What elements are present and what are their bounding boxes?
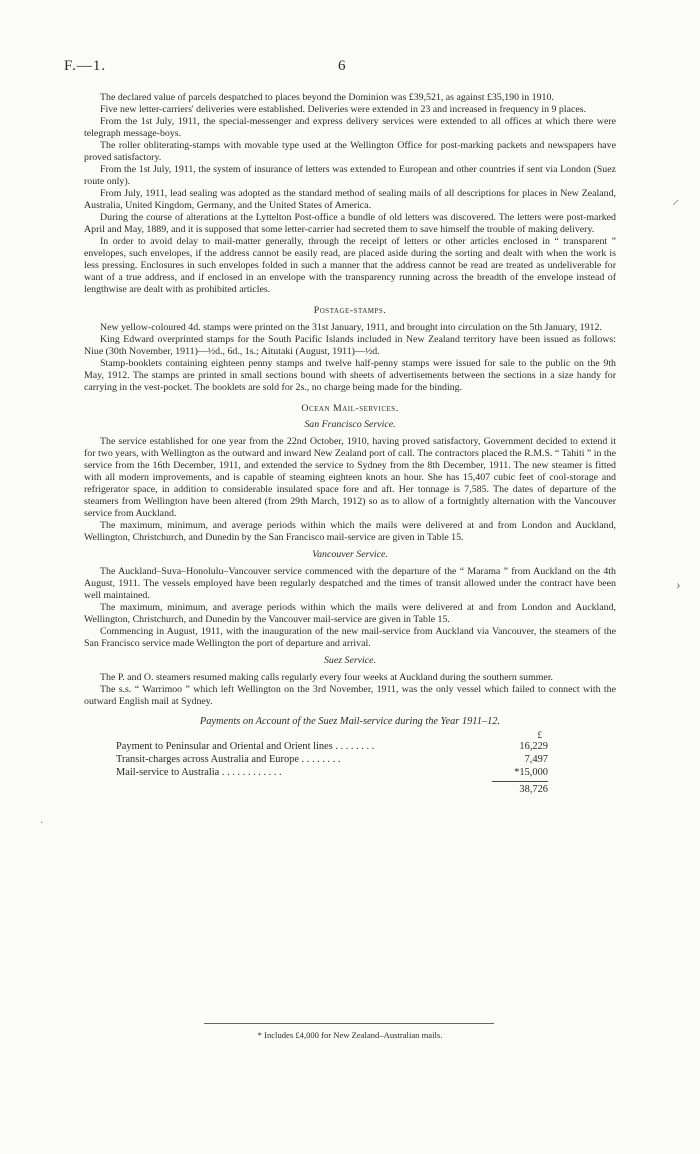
table-row: [116, 766, 548, 779]
paragraph: The maximum, minimum, and average periods within which the mails were delivered at and from London and Auckland, Wellington, Christchurch, and Dunedin by the San Francisco mail-service are given in Table 15.: [84, 520, 616, 543]
row-amount: *15,000: [514, 767, 548, 778]
leader-dots: . . . . . . . .: [332, 741, 375, 752]
page-body: [84, 92, 616, 796]
section-heading-postage-stamps: Postage-stamps.: [313, 305, 387, 316]
total-amount: 38,726: [519, 784, 548, 795]
page-number: 6: [338, 58, 346, 74]
paragraph: Commencing in August, 1911, with the inauguration of the new mail-service from Auckland via Vancouver, the steamers of the San Francisco service made Wellington the port of departure and arrival.: [84, 626, 616, 649]
margin-mark-icon: ›: [676, 578, 681, 593]
subheading-suez: Suez Service.: [323, 655, 377, 666]
currency-symbol: £: [537, 730, 542, 740]
row-label: Payment to Peninsular and Oriental and Orient lines: [116, 741, 333, 752]
section-postage-stamps: [84, 322, 616, 394]
paragraph: From the 1st July, 1911, the special-messenger and express delivery services were extended to all offices at which there were telegraph message-boys.: [84, 116, 616, 139]
paragraph: Five new letter-carriers' deliveries were established. Deliveries were extended in 23 and increased in frequency in 9 places.: [100, 104, 587, 115]
paragraph: In order to avoid delay to mail-matter generally, through the receipt of letters or other articles enclosed in “ transparent ” envelopes, such envelopes, if the address cannot be easily read, are placed aside during the sorting and dealt with when the work is less pressing. Enclosures in such envelopes folded in such a manner that the address cannot be read are treated as undeliverable for want of a true address, and if enclosed in an envelope with the transparency running across the breadth of the envelope instead of lengthwise are dealt with as prohibited articles.: [84, 236, 616, 295]
paragraph: The declared value of parcels despatched to places beyond the Dominion was £39,521, as against £35,190 in 1910.: [100, 92, 554, 103]
total-rule: [492, 781, 548, 782]
section-san-francisco: [84, 436, 616, 544]
section-general: [84, 92, 616, 296]
subheading-san-francisco: San Francisco Service.: [304, 419, 396, 430]
paragraph: Stamp-booklets containing eighteen penny stamps and twelve half-penny stamps were issued for sale to the public on the 9th May, 1912. The stamps are printed in small sections bound with sheets of advertisements between the sections in a size handy for carrying in the vest-pocket. The booklets are sold for 2s., no charge being made for the binding.: [84, 358, 616, 393]
section-heading-ocean-mail: Ocean Mail-services.: [301, 403, 399, 414]
paragraph: The P. and O. steamers resumed making calls regularly every four weeks at Auckland during the southern summer.: [100, 672, 554, 683]
payments-table: [116, 730, 548, 796]
total-row: [116, 783, 548, 796]
leader-dots: . . . . . . . . . . . .: [219, 767, 282, 778]
row-amount: 7,497: [524, 754, 548, 765]
paragraph: The service established for one year from the 22nd October, 1910, having proved satisfactory, Government decided to extend it for two years, with Wellington as the outward and inward New Zealand port of call. The contractors placed the R.M.S. “ Tahiti ” in the service from the 16th December, 1911, and extended the service to Sydney from the 8th December, 1911. The new steamer is fitted with all modern improvements, and is capable of steaming eighteen knots an hour. She has 15,407 cubic feet of cool-storage and refrigerator space, in addition to considerable insulated space fore and aft. Her tonnage is 7,585. The dates of departure of the steamers from Wellington have been altered (from 29th March, 1912) so as to allow of a fortnightly alternation with the Vancouver service from Auckland.: [84, 436, 616, 519]
table-row: [116, 753, 548, 766]
paragraph: The maximum, minimum, and average periods within which the mails were delivered at and from London and Auckland, Wellington, Christchurch, and Dunedin by the Vancouver mail-service are given in Table 15.: [84, 602, 616, 625]
subheading-vancouver: Vancouver Service.: [312, 549, 388, 560]
footnote: * Includes £4,000 for New Zealand–Australian mails.: [257, 1030, 443, 1040]
margin-dot-icon: ·: [40, 818, 44, 829]
section-vancouver: [84, 566, 616, 650]
table-row: [116, 740, 548, 753]
footnote-rule: [204, 1023, 494, 1024]
row-label: Mail-service to Australia: [116, 767, 220, 778]
section-suez: [84, 672, 616, 708]
row-label: Transit-charges across Australia and Europe: [116, 754, 299, 765]
paragraph: During the course of alterations at the Lyttelton Post-office a bundle of old letters was discovered. The letters were post-marked April and May, 1889, and it is supposed that some letter-carrier had secreted them to save himself the trouble of making delivery.: [84, 212, 616, 235]
paragraph: The Auckland–Suva–Honolulu–Vancouver service commenced with the departure of the “ Marama ” from Auckland on the 4th August, 1911. The vessels employed have been regularly despatched and the times of transit allowed under the contract have been well maintained.: [84, 566, 616, 601]
paragraph: The s.s. “ Warrimoo ” which left Wellington on the 3rd November, 1911, was the only vessel which failed to connect with the outward English mail at Sydney.: [84, 684, 616, 707]
paragraph: The roller obliterating-stamps with movable type used at the Wellington Office for post-marking packets and newspapers have proved satisfactory.: [84, 140, 616, 163]
payments-table-title: Payments on Account of the Suez Mail-service during the Year 1911–12.: [199, 716, 501, 727]
paragraph: New yellow-coloured 4d. stamps were printed on the 31st January, 1911, and brought into circulation on the 5th January, 1912.: [100, 322, 602, 333]
report-reference: F.—1.: [64, 58, 107, 74]
margin-mark-icon: ⸝: [672, 193, 679, 208]
paragraph: From July, 1911, lead sealing was adopted as the standard method of sealing mails of all descriptions for places in New Zealand, Australia, United Kingdom, Germany, and the United States of America.: [84, 188, 616, 211]
paragraph: King Edward overprinted stamps for the South Pacific Islands included in New Zealand territory have been issued as follows: Niue (30th November, 1911)—½d., 6d., 1s.; Aitutaki (August, 1911)—½d.: [84, 334, 616, 357]
row-amount: 16,229: [519, 741, 548, 752]
leader-dots: . . . . . . . .: [298, 754, 341, 765]
paragraph: From the 1st July, 1911, the system of insurance of letters was extended to European and other countries if sent via London (Suez route only).: [84, 164, 616, 187]
